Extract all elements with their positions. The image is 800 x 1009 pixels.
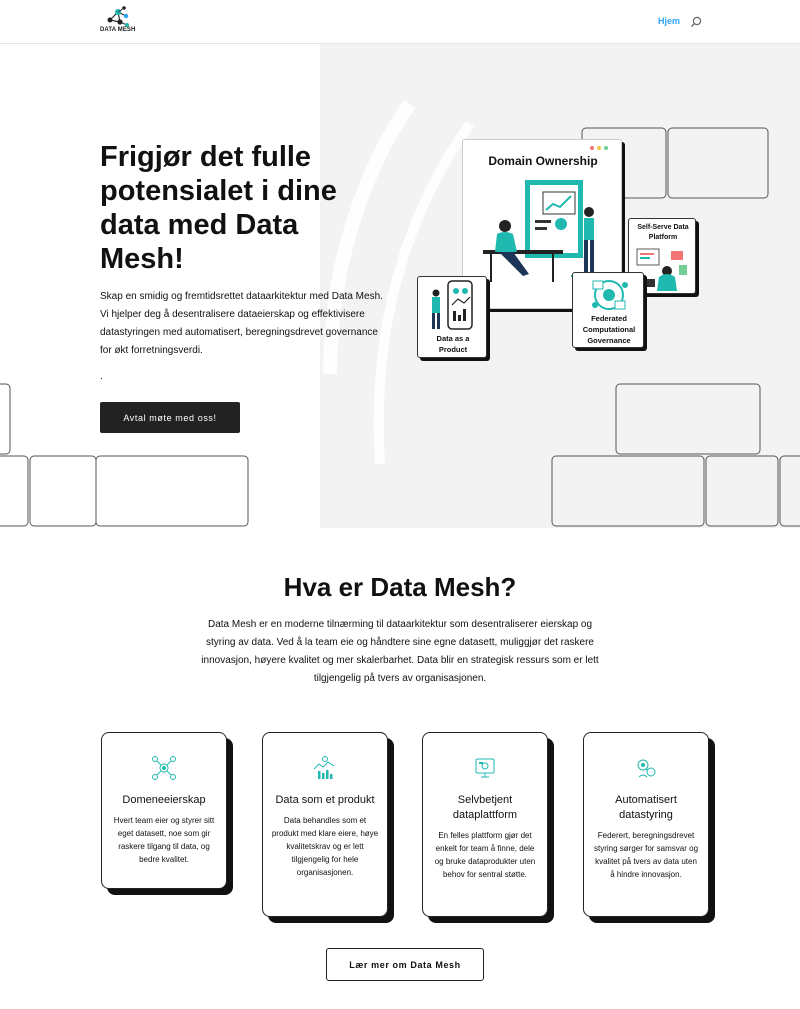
hero-section [0,44,800,528]
federated-governance-title: Federated Computational Governance [582,314,636,345]
platform-icon [472,755,498,781]
network-people-icon [151,755,177,781]
nav-home-link[interactable]: Hjem [658,16,681,26]
data-product-icon [312,755,338,781]
section-title: Hva er Data Mesh? [283,572,517,602]
feature-card-data-product [262,732,388,917]
governance-icon [633,755,659,781]
logo-text: DATA MESH [100,27,136,33]
feature-card-domain-ownership [101,732,227,889]
domain-ownership-title: Domain Ownership [488,154,598,168]
federated-governance-illustration-icon [573,275,645,315]
self-serve-title: Self-Serve Data Platform [637,224,689,241]
feature-text: Federert, beregningsdrevet styring sørger for samsvar og kvalitet på tvers av data uten å hindre innovasjon. [593,831,699,879]
feature-title: Data som et produkt [275,794,375,806]
data-product-title: Data as a Product [436,334,470,354]
data-product-illustration-icon [418,279,488,333]
feature-title: Automatisert datastyring [615,794,677,821]
feature-title: Selvbetjent dataplattform [452,794,518,821]
feature-text: En felles plattform gjør det enkelt for team å finne, dele og bruke dataprodukter uten behov for sentral støtte. [434,831,536,879]
federated-governance-card [572,272,644,348]
feature-card-automated-governance [583,732,709,917]
hero-description: Skap en smidig og fremtidsrettet dataarkitektur med Data Mesh. Vi hjelper deg å desentralisere dataeierskap og effektivisere datastyringen med automatisert, beregningsdrevet governance for økt forretningsverdi. [100,291,383,356]
feature-text: Hvert team eier og styrer sitt eget datasett, noe som gir raskere tilgang til data, og bedre kvalitet. [113,816,215,864]
feature-card-self-serve-platform [422,732,548,917]
feature-text: Data behandles som et produkt med klare eiere, høye kvalitetskrav og er lett tilgjengelig for hele organisasjonen. [271,816,379,877]
learn-more-button[interactable]: Lær mer om Data Mesh [326,948,484,981]
book-meeting-button[interactable]: Avtal møte med oss! [100,402,240,433]
site-header [0,0,800,44]
hero-title: Frigjør det fulle potensialet i dine data med Data Mesh! [100,141,337,275]
data-mesh-logo-icon[interactable] [100,4,136,40]
window-dots-icon [589,145,613,151]
hero-dot: . [100,371,103,382]
section-description: Data Mesh er en moderne tilnærming til dataarkitektur som desentraliserer eierskap og styring av data. Ved å la team eie og håndtere sine egne datasett, muliggjør det raskere innovasjon, høyere kvalitet og mer skalerbarhet. Data blir en strategisk ressurs som er lett tilgjengelig på tvers av organisasjonen. [201,619,599,684]
search-icon[interactable] [690,16,702,28]
feature-title: Domeneeierskap [122,794,206,806]
data-product-card [417,276,487,358]
